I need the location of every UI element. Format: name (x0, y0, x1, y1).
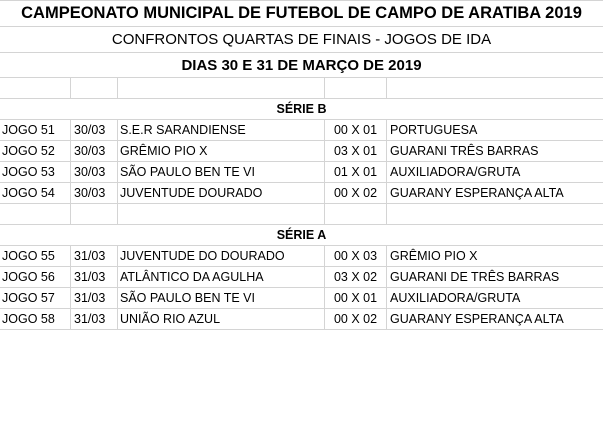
game-number: JOGO 52 (0, 141, 71, 161)
empty-cell (325, 78, 387, 98)
away-team: GRÊMIO PIO X (390, 249, 478, 263)
away-team: GUARANY ESPERANÇA ALTA (390, 312, 564, 326)
away-team: PORTUGUESA (390, 123, 478, 137)
game-date: 30/03 (71, 183, 118, 203)
serie-a-header (0, 225, 603, 246)
serie-b-label: SÉRIE B (276, 102, 327, 116)
subtitle-row (0, 27, 603, 53)
game-number: JOGO 58 (0, 309, 71, 329)
empty-cell (71, 78, 118, 98)
championship-title: CAMPEONATO MUNICIPAL DE FUTEBOL DE CAMPO DE ARATIBA 2019 (21, 4, 582, 22)
game-score: 00 X 01 (325, 288, 387, 308)
home-team: SÃO PAULO BEN TE VI (118, 288, 325, 308)
game-score: 01 X 01 (325, 162, 387, 182)
game-row (0, 309, 603, 330)
game-score: 00 X 03 (325, 246, 387, 266)
game-score: 03 X 02 (325, 267, 387, 287)
home-team: JUVENTUDE DO DOURADO (118, 246, 325, 266)
empty-cell (0, 78, 71, 98)
home-team: JUVENTUDE DOURADO (118, 183, 325, 203)
away-team: AUXILIADORA/GRUTA (390, 291, 521, 305)
serie-a-label: SÉRIE A (276, 228, 327, 242)
game-row (0, 246, 603, 267)
game-score: 00 X 02 (325, 183, 387, 203)
game-score: 03 X 01 (325, 141, 387, 161)
away-team: GUARANY ESPERANÇA ALTA (390, 186, 564, 200)
dates-heading: DIAS 30 E 31 DE MARÇO DE 2019 (181, 56, 422, 74)
game-date: 30/03 (71, 120, 118, 140)
game-number: JOGO 54 (0, 183, 71, 203)
away-team: GUARANI TRÊS BARRAS (390, 144, 539, 158)
game-row (0, 288, 603, 309)
game-date: 31/03 (71, 288, 118, 308)
empty-cell (118, 204, 325, 224)
game-number: JOGO 55 (0, 246, 71, 266)
game-date: 31/03 (71, 246, 118, 266)
home-team: S.E.R SARANDIENSE (118, 120, 325, 140)
empty-cell (118, 78, 325, 98)
game-score: 00 X 01 (325, 120, 387, 140)
empty-cell (71, 204, 118, 224)
game-row (0, 183, 603, 204)
empty-cell (325, 204, 387, 224)
stage-subtitle: CONFRONTOS QUARTAS DE FINAIS - JOGOS DE IDA (111, 31, 492, 48)
game-date: 30/03 (71, 162, 118, 182)
home-team: GRÊMIO PIO X (118, 141, 325, 161)
game-date: 31/03 (71, 309, 118, 329)
game-row (0, 141, 603, 162)
game-row (0, 162, 603, 183)
serie-b-header (0, 99, 603, 120)
game-number: JOGO 53 (0, 162, 71, 182)
game-row (0, 120, 603, 141)
away-team: AUXILIADORA/GRUTA (390, 165, 521, 179)
dates-row (0, 53, 603, 78)
home-team: UNIÃO RIO AZUL (118, 309, 325, 329)
blank-row (0, 204, 603, 225)
game-date: 31/03 (71, 267, 118, 287)
game-date: 30/03 (71, 141, 118, 161)
home-team: SÃO PAULO BEN TE VI (118, 162, 325, 182)
game-score: 00 X 02 (325, 309, 387, 329)
game-number: JOGO 57 (0, 288, 71, 308)
home-team: ATLÂNTICO DA AGULHA (118, 267, 325, 287)
game-number: JOGO 56 (0, 267, 71, 287)
empty-cell (0, 204, 71, 224)
empty-cell (387, 204, 603, 224)
title-row (0, 0, 603, 27)
empty-cell (387, 78, 603, 98)
game-number: JOGO 51 (0, 120, 71, 140)
away-team: GUARANI DE TRÊS BARRAS (390, 270, 560, 284)
game-row (0, 267, 603, 288)
blank-row (0, 78, 603, 99)
